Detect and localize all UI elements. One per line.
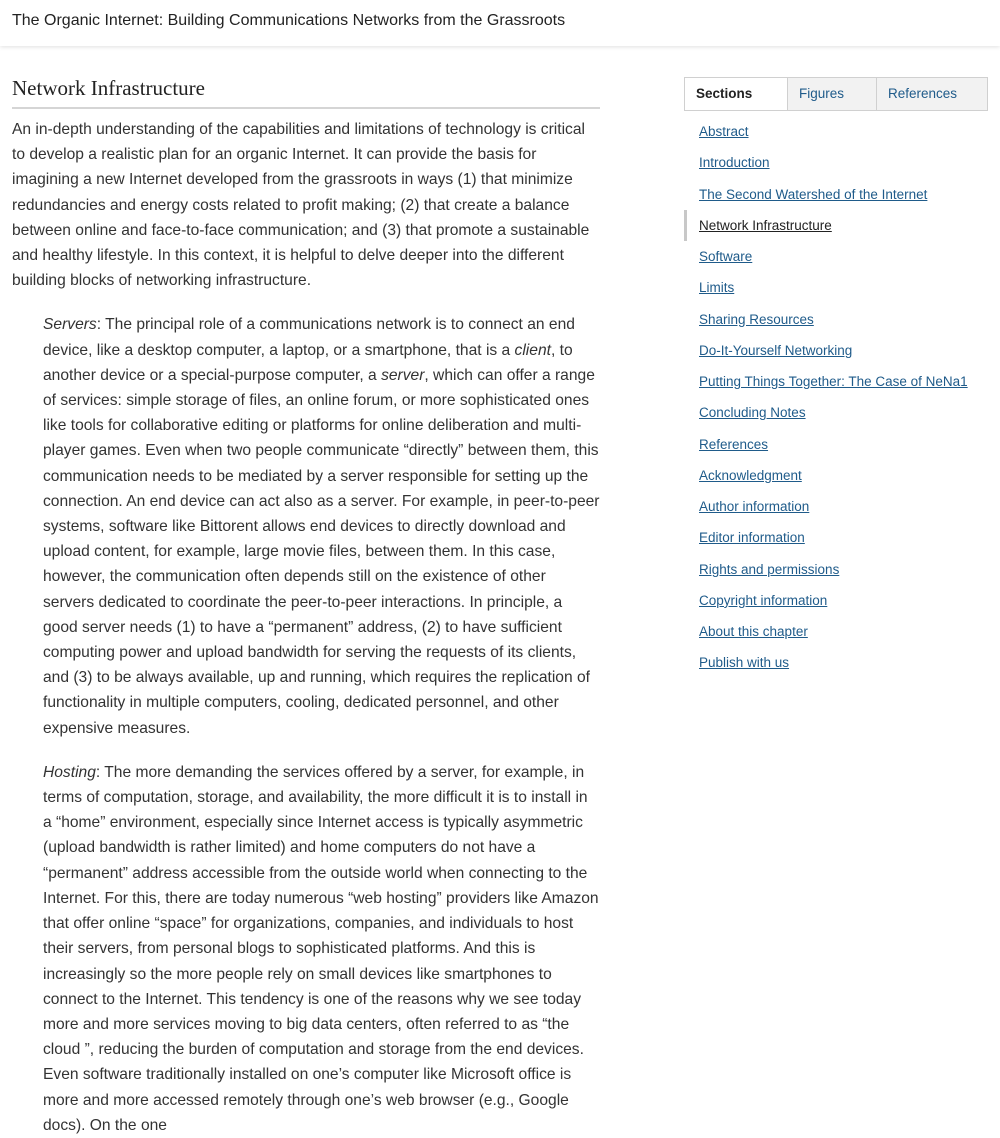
- toc-link-software[interactable]: Software: [699, 249, 753, 264]
- toc-link-diy-networking[interactable]: Do-It-Yourself Networking: [699, 342, 853, 358]
- toc-link-second-watershed[interactable]: The Second Watershed of the Internet: [699, 186, 928, 202]
- servers-term: Servers: [43, 316, 97, 334]
- hosting-paragraph: [43, 760, 600, 1138]
- toc-link-network-infrastructure[interactable]: Network Infrastructure: [699, 217, 832, 233]
- sections-nav: [684, 116, 988, 679]
- book-title: The Organic Internet: Building Communications Networks from the Grassroots: [12, 12, 566, 29]
- toc-item-introduction: [684, 147, 988, 178]
- hosting-text: : The more demanding the services offered by a server, for example, in terms of computation, storage, and availability, the more difficult it is to install in a “home” environment, especially since Internet access is typically asymmetric (upload bandwidth is rather limited) and home computers do not have a “permanent” address accessible from the outside world when connecting to the Internet. For this, there are today numerous “web hosting” providers like Amazon that offer online “space” for organizations, companies, and individuals to host their servers, from personal blogs to sophisticated platforms. And this is increasingly so the more people rely on small devices like smartphones to connect to the Internet. This tendency is one of the reasons why we see today more and more services moving to big data centers, often referred to as “the cloud ”, reducing the burden of computation and storage from the end devices. Even software traditionally installed on one’s computer like Microsoft office is more and more accessed remotely through one’s web browser (e.g., Google docs). On the one: [43, 763, 599, 1134]
- toc-link-references[interactable]: References: [699, 436, 769, 452]
- servers-paragraph: [43, 312, 600, 740]
- toc-link-publish-with-us[interactable]: Publish with us: [699, 655, 790, 671]
- top-bar: [0, 0, 1000, 46]
- toc-item-sharing-resources: [684, 304, 988, 335]
- toc-link-rights-permissions[interactable]: Rights and permissions: [699, 561, 840, 577]
- toc-link-limits[interactable]: Limits: [699, 280, 735, 296]
- toc-item-copyright-information: [684, 585, 988, 616]
- toc-item-publish-with-us: [684, 647, 988, 678]
- toc-item-references: [684, 429, 988, 460]
- toc-link-about-chapter[interactable]: About this chapter: [699, 624, 808, 639]
- toc-link-abstract[interactable]: Abstract: [699, 124, 749, 139]
- server-term: server: [381, 366, 425, 384]
- toc-item-second-watershed: [684, 179, 988, 210]
- servers-text-3: , which can offer a range of services: simple storage of files, an online forum, or more sophisticated ones like tools for collaborative editing or platforms for online deliberation and multi-player games. Even when two people communicate “directly” between them, this communication needs to be mediated by a server responsible for setting up the connection. An end device can act also as a server. For example, in peer-to-peer systems, software like Bittorent allows end devices to directly download and upload content, for example, large movie files, between them. In this case, however, the communication often depends still on the existence of other servers dedicated to coordinate the peer-to-peer interactions. In principle, a good server needs (1) to have a “permanent” address, (2) to have sufficient computing power and upload bandwidth for serving the requests of its clients, and (3) to be always available, up and running, which requires the replication of functionality in multiple computers, cooling, dedicated personnel, and other expensive measures.: [43, 366, 600, 737]
- toc-link-editor-information[interactable]: Editor information: [699, 530, 805, 546]
- toc-link-concluding-notes[interactable]: Concluding Notes: [699, 405, 806, 421]
- servers-text-2: , to another device or a special-purpose computer, a: [43, 341, 573, 384]
- toc-item-acknowledgment: [684, 460, 988, 491]
- toc-item-author-information: [684, 491, 988, 522]
- toc-item-software: [684, 241, 988, 272]
- toc-link-author-information[interactable]: Author information: [699, 499, 810, 514]
- servers-text-1: : The principal role of a communications network is to connect an end device, like a desktop computer, a laptop, or a smartphone, that is a: [43, 316, 575, 359]
- intro-paragraph: An in-depth understanding of the capabilities and limitations of technology is critical to develop a realistic plan for an organic Internet. It can provide the basis for imagining a new Internet developed from the grassroots in ways (1) that minimize redundancies and energy costs related to profit making; (2) that create a balance between online and face-to-face communication; and (3) that promote a sustainable and healthy lifestyle. In this context, it is helpful to delve deeper into the different building blocks of networking infrastructure.: [12, 121, 590, 290]
- toc-link-copyright-information[interactable]: Copyright information: [699, 592, 828, 608]
- toc-link-nena1[interactable]: Putting Things Together: The Case of NeNa1: [699, 374, 968, 389]
- toc-link-acknowledgment[interactable]: Acknowledgment: [699, 467, 802, 483]
- toc-item-concluding-notes: [684, 397, 988, 428]
- toc-link-sharing-resources[interactable]: Sharing Resources: [699, 311, 814, 327]
- toc-item-editor-information: [684, 522, 988, 553]
- tab-sections[interactable]: Sections: [685, 78, 787, 110]
- sidebar-tabs: [684, 77, 988, 111]
- toc-item-limits: [684, 272, 988, 303]
- section-heading: Network Infrastructure: [12, 76, 600, 109]
- tab-figures[interactable]: Figures: [787, 78, 876, 110]
- toc-item-nena1: [684, 366, 988, 397]
- tab-references[interactable]: References: [876, 78, 987, 110]
- toc-item-rights-permissions: [684, 554, 988, 585]
- hosting-term: Hosting: [43, 763, 96, 781]
- toc-item-about-chapter: [684, 616, 988, 647]
- toc-item-diy-networking: [684, 335, 988, 366]
- toc-link-introduction[interactable]: Introduction: [699, 155, 770, 171]
- toc-item-network-infrastructure: [684, 210, 988, 241]
- article-content: [12, 76, 600, 1138]
- toc-item-abstract: [684, 116, 988, 147]
- client-term: client: [514, 341, 551, 359]
